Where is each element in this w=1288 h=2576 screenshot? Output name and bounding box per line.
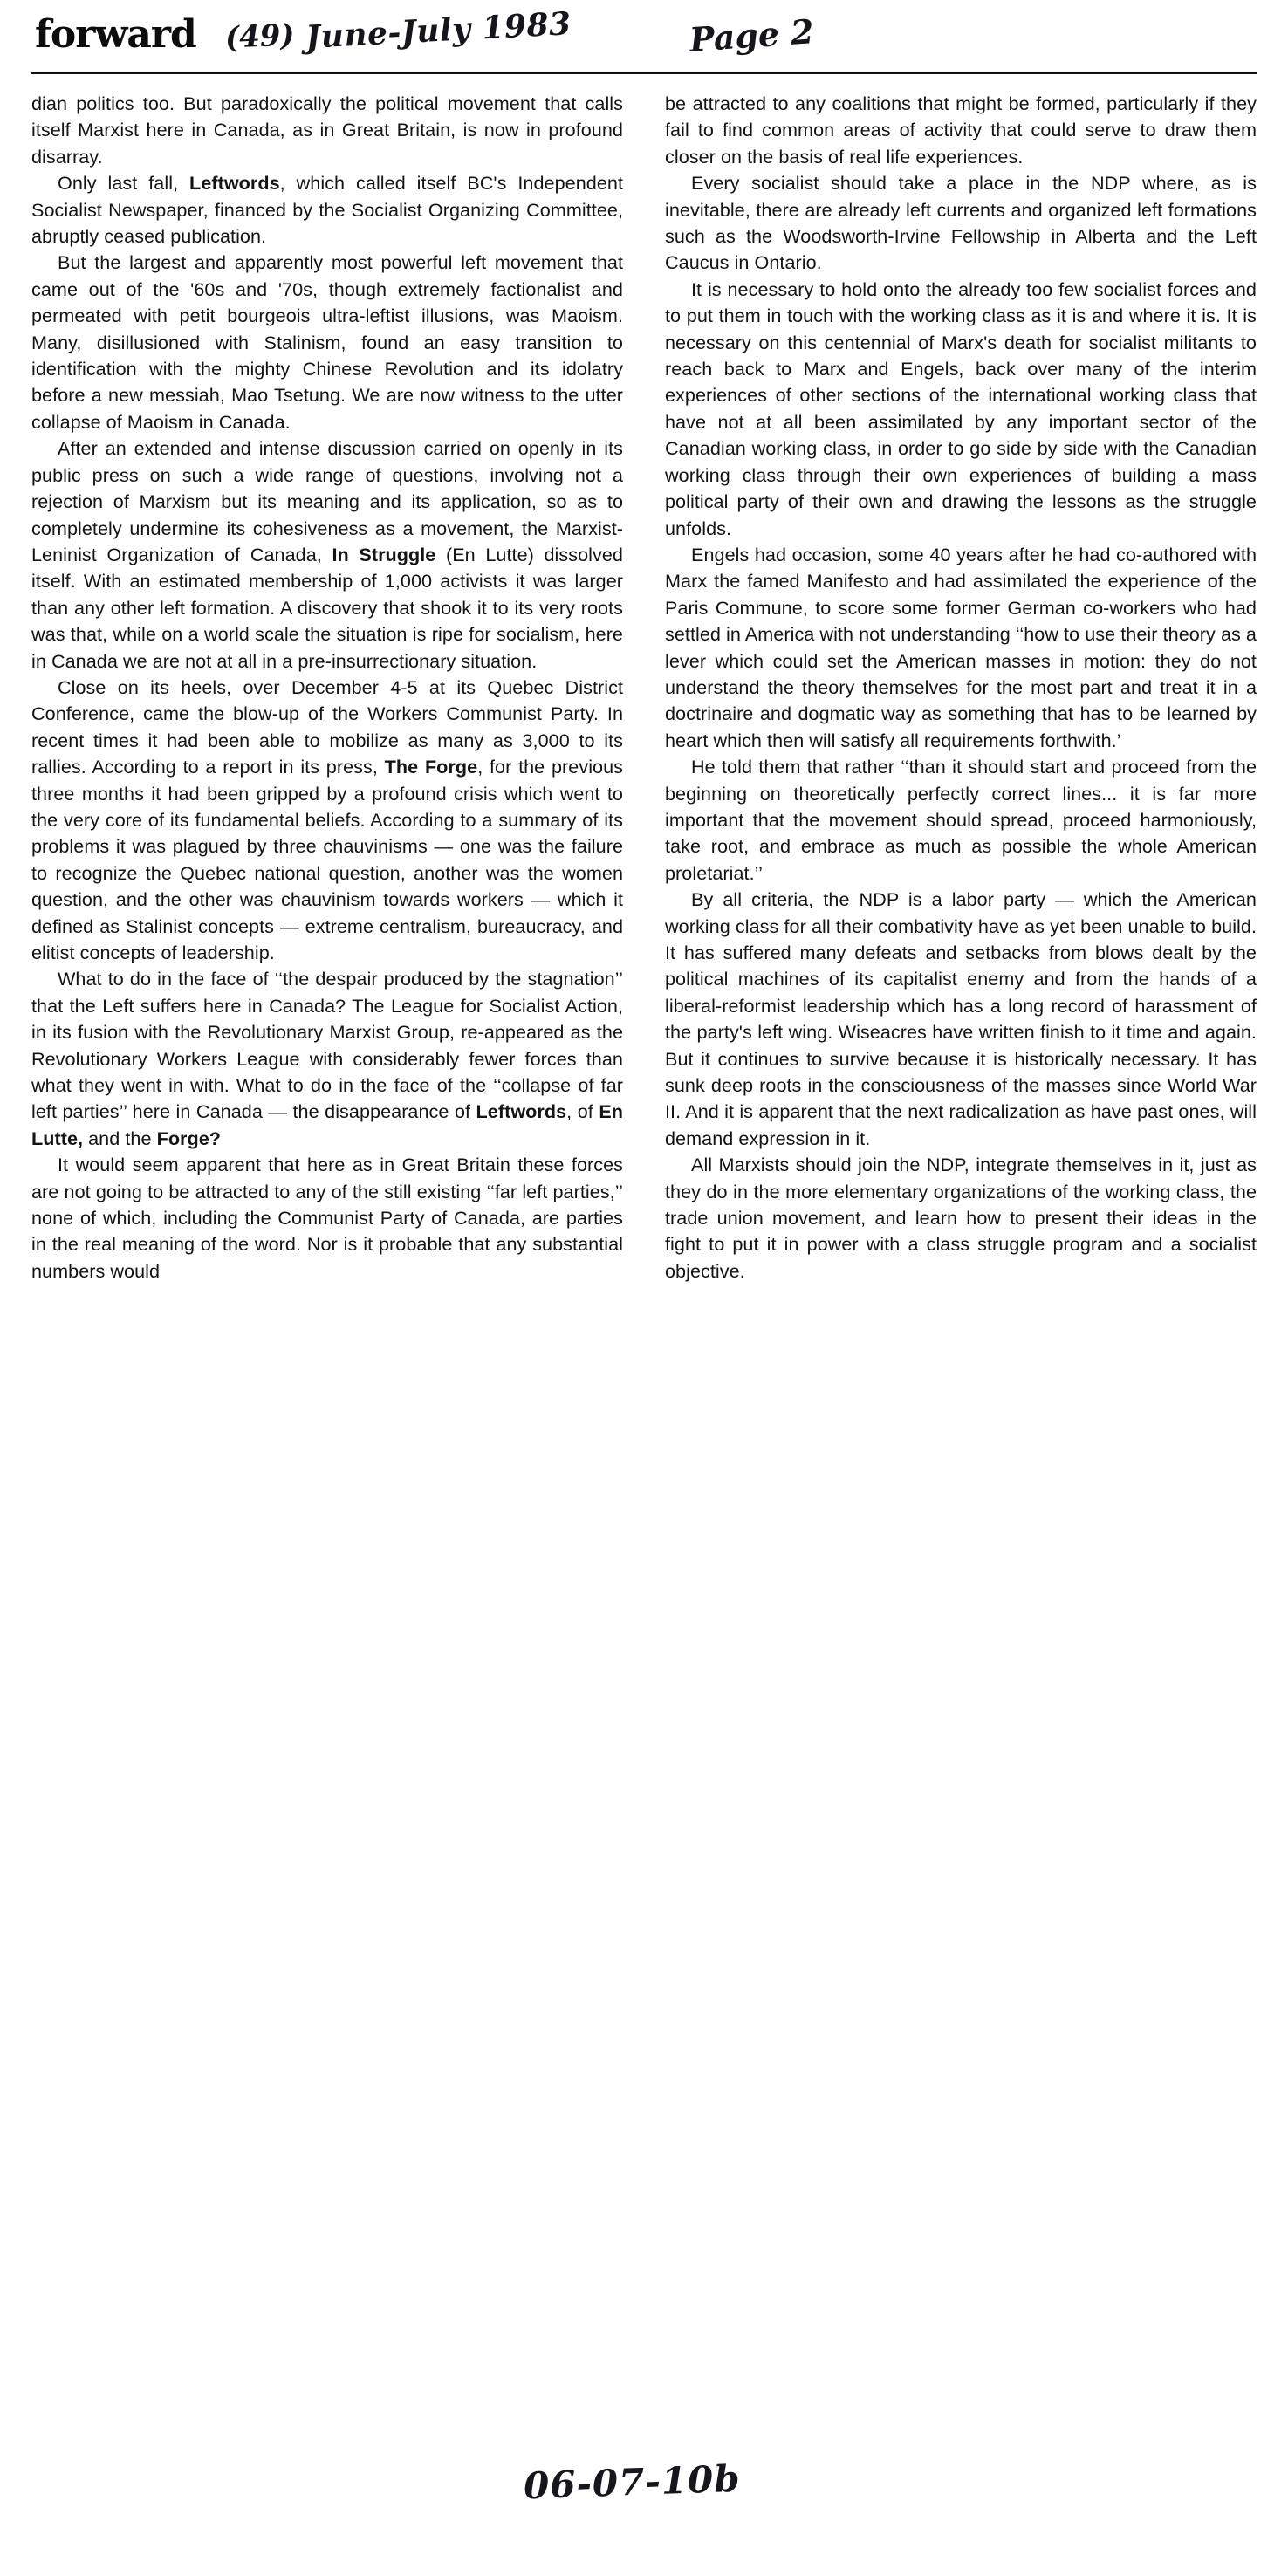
header-rule <box>31 72 1257 74</box>
column-left <box>31 91 623 1285</box>
column-right <box>665 91 1257 1285</box>
paragraph: Engels had occasion, some 40 years after he had co-authored with Marx the famed Manifesto and had assimilated the experience of the Paris Commune, to score some former German co-workers who had settled in America with not understanding ‘‘how to use their theory as a lever which could set the American masses in motion: they do not understand the theory themselves for the most part and treat it in a doctrinaire and dogmatic way as something that has to be learned by heart which then will satisfy all requirements forthwith.’ <box>665 543 1257 751</box>
paragraph: Close on its heels, over December 4-5 at its Quebec District Conference, came the blow-up of the Workers Communist Party. In recent times it had been able to mobilize as many as 3,000 to its rallies. According to a report in its press, The Forge, for the previous three months it had been gripped by a profound crisis which went to the very core of its fundamental beliefs. According to a summary of its problems it was plagued by three chauvinisms — one was the failure to recognize the Quebec national question, another was the women question, and the other was chauvinism towards workers — which it defined as Stalinist concepts — extreme centralism, bureaucracy, and elitist concepts of leadership. <box>31 675 624 963</box>
paragraph: Only last fall, Leftwords, which called itself BC's Independent Socialist Newspaper, financed by the Socialist Organizing Committee, abruptly ceased publication. <box>31 172 623 248</box>
paragraph: But the largest and apparently most powerful left movement that came out of the '60s and '70s, though extremely factionalist and permeated with petit bourgeois ultra-leftist illusions, was Maoism. Many, disillusioned with Stalinism, found an easy transition to identification with the mighty Chinese Revolution and its idolatry before a new messiah, Mao Tsetung. We are now witness to the utter collapse of Maoism in Canada. <box>31 251 623 433</box>
masthead-title: forward <box>35 12 196 57</box>
page-header <box>0 7 1288 84</box>
issue-dateline: June-July 1983 <box>305 5 572 56</box>
paragraph: All Marxists should join the NDP, integrate themselves in it, just as they do in the more elementary organizations of the working class, the trade union movement, and learn how to present their ideas in the fight to put it in power with a class struggle program and a socialist objective. <box>665 1154 1257 1282</box>
paragraph: By all criteria, the NDP is a labor party — which the American working class for all their combativity have as yet been unable to build. It has suffered many defeats and setbacks from blows dealt by the political machines of its capitalist enemy and from the hands of a liberal-reformist leadership which has a long record of harassment of the party's left wing. Wiseacres have written finish to it time and again. But it continues to survive because it is historically necessary. It has sunk deep roots in the consciousness of the masses since World War II. And it is apparent that the next radicalization as have past ones, will demand expression in it. <box>665 888 1257 1149</box>
paragraph: dian politics too. But paradoxically the political movement that calls itself Marxist here in Canada, as in Great Britain, is now in profound disarray. <box>31 92 623 168</box>
article-body <box>31 91 1257 1285</box>
paragraph: After an extended and intense discussion carried on openly in its public press on such a wide range of questions, involving not a rejection of Marxism but its meaning and its application, so as to completely undermine its cohesiveness as a movement, the Marxist-Leninist Organization of Canada, In Struggle (En Lutte) dissolved itself. With an estimated membership of 1,000 activists it was larger than any other left formation. A discovery that shook it to its very roots was that, while on a world scale the situation is ripe for socialism, here in Canada we are not at all in a pre-insurrectionary situation. <box>31 437 623 672</box>
page-number: Page 2 <box>688 11 815 59</box>
paragraph: It would seem apparent that here as in Great Britain these forces are not going to be attracted to any of the still existing ‘‘far left parties,’’ none of which, including the Communist Party of Canada, are parties in the real meaning of the word. Nor is it probable that any substantial numbers would <box>31 1154 623 1282</box>
paragraph: Every socialist should take a place in the NDP where, as is inevitable, there are already left currents and organized left formations such as the Woodsworth-Irvine Fellowship in Alberta and the Left Caucus in Ontario. <box>665 172 1257 274</box>
paragraph: It is necessary to hold onto the already too few socialist forces and to put them in touch with the working class as it is and where it is. It is necessary on this centennial of Marx's death for socialist militants to reach back to Marx and Engels, back over many of the interim experiences of other sections of the international working class that have not at all been assimilated by any important sector of the Canadian working class, in order to go side by side with the Canadian working class through their own experiences of building a mass political party of their own and drawing the lessons as the struggle unfolds. <box>665 277 1257 539</box>
paragraph: be attracted to any coalitions that might be formed, particularly if they fail to find common areas of activity that could serve to draw them closer on the basis of real life experiences. <box>665 92 1257 168</box>
paragraph: What to do in the face of ‘‘the despair produced by the stagnation’’ that the Left suffers here in Canada? The League for Socialist Action, in its fusion with the Revolutionary Marxist Group, re-appeared as the Revolutionary Workers League with considerably fewer forces than what they went in with. What to do in the face of the ‘‘collapse of far left parties’’ here in Canada — the disappearance of Leftwords, of En Lutte, and the Forge? <box>31 968 624 1149</box>
issue-number: (49) <box>224 17 296 56</box>
archive-annotation: 06-07-10b <box>523 2456 742 2508</box>
paragraph: He told them that rather ‘‘than it should start and proceed from the beginning on theoretically perfectly correct lines... it is far more important that the movement should spread, proceed harmoniously, take root, and embrace as much as possible the whole American proletariat.’’ <box>665 756 1257 884</box>
